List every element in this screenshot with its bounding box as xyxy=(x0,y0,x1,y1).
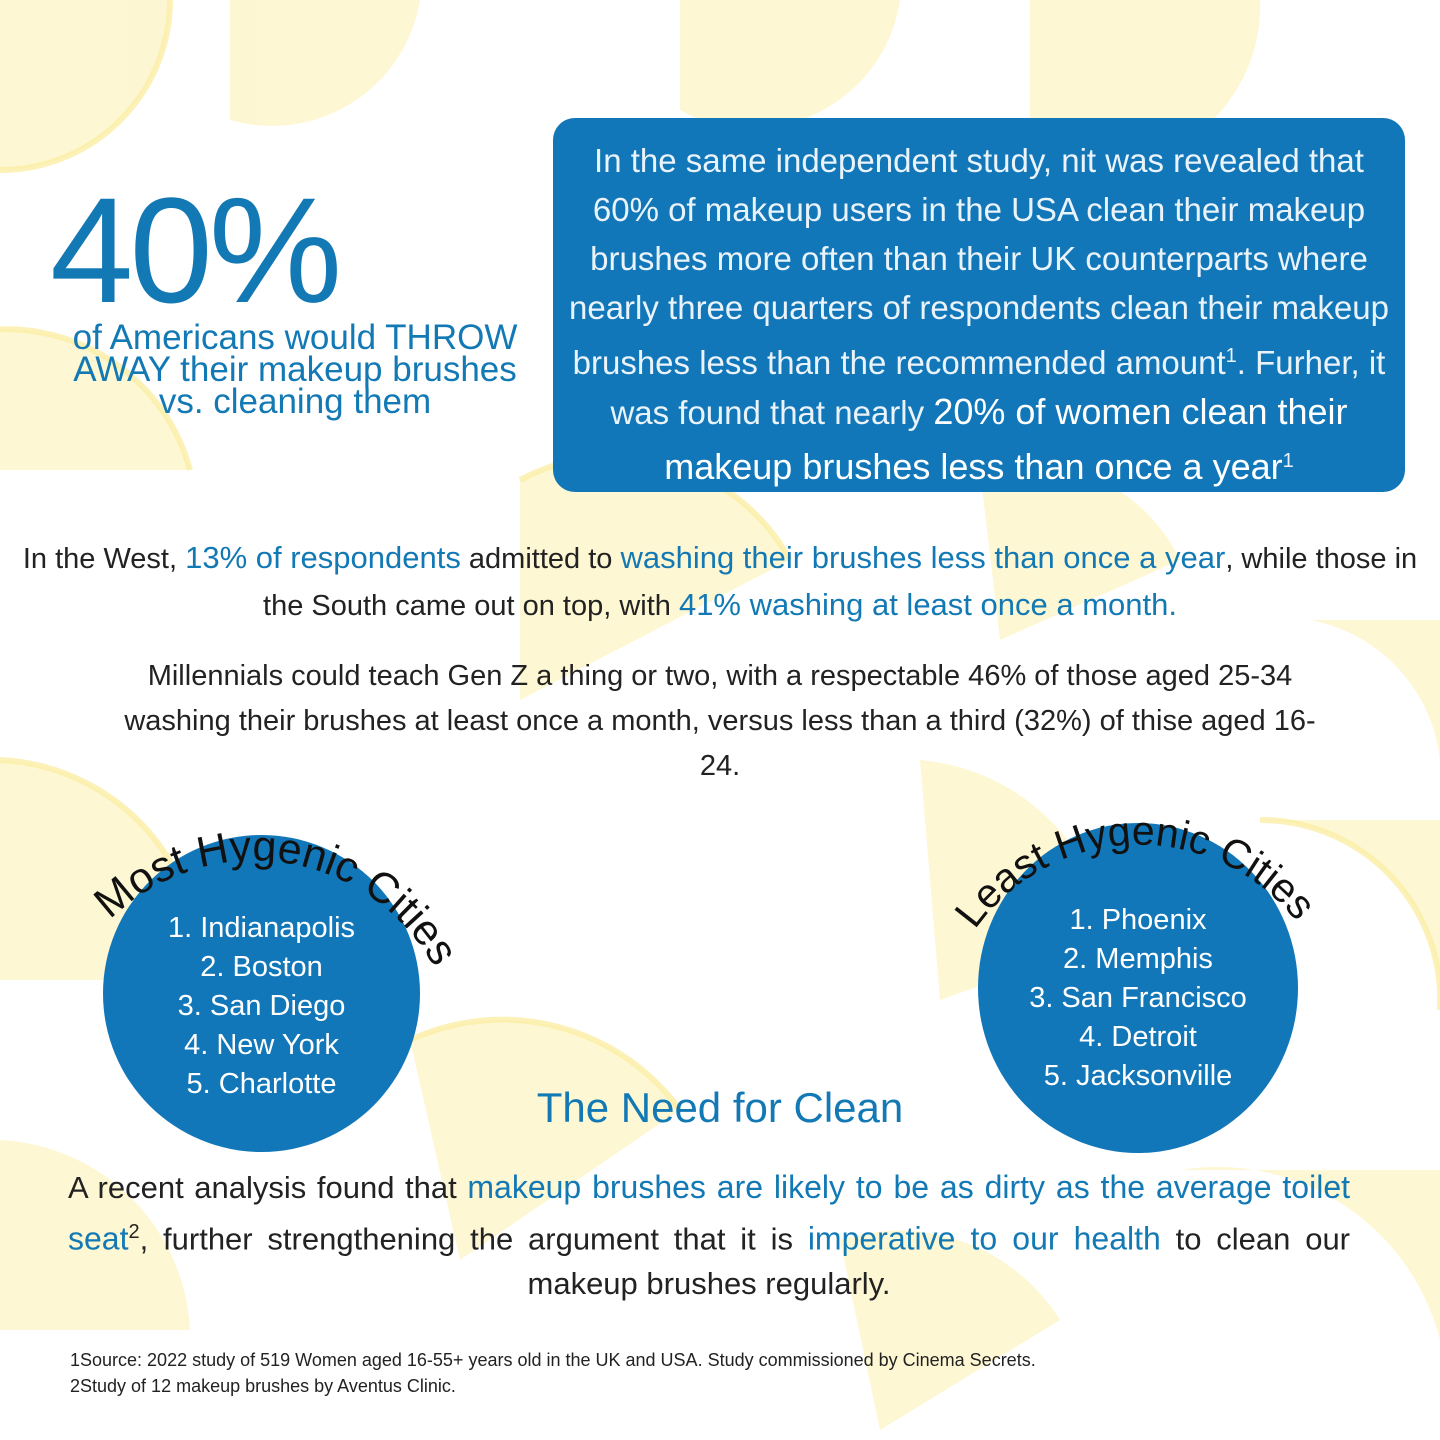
study-footnote-ref-1: 1 xyxy=(1225,345,1237,367)
footnote-2: 2Study of 12 makeup brushes by Aventus Clinic. xyxy=(70,1376,456,1396)
study-box xyxy=(553,118,1405,492)
study-text-part2: . Furher, it was found that nearly xyxy=(610,344,1386,431)
least-city-4: 4. Detroit xyxy=(1079,1021,1197,1053)
footnote-1: 1Source: 2022 study of 519 Women aged 16-55+ years old in the UK and USA. Study commissioned by Cinema Secrets. xyxy=(70,1350,1036,1370)
headline-percent: 40% xyxy=(50,166,339,334)
west-text-3: , while those in the South came out on top, with xyxy=(263,543,1418,622)
west-highlight-3: 41% washing at least once a month. xyxy=(678,587,1177,622)
headline-subtext-line2: AWAY their makeup brushes xyxy=(73,350,517,389)
headline-subtext-line3: vs. cleaning them xyxy=(158,382,432,421)
recent-text-2: , further strengthening the argument that it is xyxy=(139,1221,808,1257)
west-highlight-2: washing their brushes less than once a year xyxy=(620,540,1226,575)
study-highlight: 20% of women clean their makeup brushes less than once a year xyxy=(664,391,1348,487)
least-city-5: 5. Jacksonville xyxy=(1043,1060,1233,1092)
recent-analysis-paragraph xyxy=(68,1165,1350,1306)
most-city-2: 2. Boston xyxy=(200,951,323,983)
headline-subtext-line1: of Americans would THROW xyxy=(72,318,518,357)
footnotes xyxy=(70,1347,1370,1399)
most-city-5: 5. Charlotte xyxy=(186,1068,337,1100)
study-footnote-ref-2: 1 xyxy=(1282,450,1294,472)
study-text-part1: In the same independent study, nit was revealed that 60% of makeup users in the USA clean their makeup brushes more often than their UK counterparts where nearly three quarters of respondents clean their makeup brushes less than the recommended amount xyxy=(569,142,1389,381)
most-city-3: 3. San Diego xyxy=(177,990,346,1022)
most-hygienic-title-arc xyxy=(60,790,480,990)
west-highlight-1: 13% of respondents xyxy=(185,540,461,575)
recent-highlight-2: imperative to our health xyxy=(807,1220,1161,1257)
west-text-1: In the West, xyxy=(22,543,186,575)
recent-text-3: to clean our makeup brushes regularly. xyxy=(527,1221,1351,1302)
need-for-clean-heading: The Need for Clean xyxy=(536,1084,904,1131)
most-city-1: 1. Indianapolis xyxy=(167,912,356,944)
west-text-2: admitted to xyxy=(460,543,621,575)
least-city-2: 2. Memphis xyxy=(1063,943,1213,975)
millennials-paragraph: Millennials could teach Gen Z a thing or two, with a respectable 46% of those aged 25-34 washing their brushes at least once a month, versus less than a third (32%) of thise aged 16-24. xyxy=(124,660,1316,782)
least-hygienic-title: Least Hygenic Cities xyxy=(945,807,1326,936)
headline-subtext xyxy=(40,318,550,421)
west-paragraph xyxy=(10,535,1430,629)
least-city-3: 3. San Francisco xyxy=(1029,982,1247,1014)
svg-text:Least Hygenic Cities xyxy=(946,808,1325,936)
least-city-1: 1. Phoenix xyxy=(1069,904,1207,936)
svg-text:Most Hygenic Cities xyxy=(85,822,467,973)
recent-text-1: A recent analysis found that xyxy=(68,1170,468,1205)
recent-highlight-1: makeup brushes are likely to be as dirty as the average toilet seat xyxy=(68,1169,1351,1257)
least-hygienic-title-arc xyxy=(930,780,1350,980)
recent-footnote-ref: 2 xyxy=(128,1221,140,1243)
most-city-4: 4. New York xyxy=(184,1029,339,1061)
most-hygienic-title: Most Hygenic Cities xyxy=(85,822,468,974)
